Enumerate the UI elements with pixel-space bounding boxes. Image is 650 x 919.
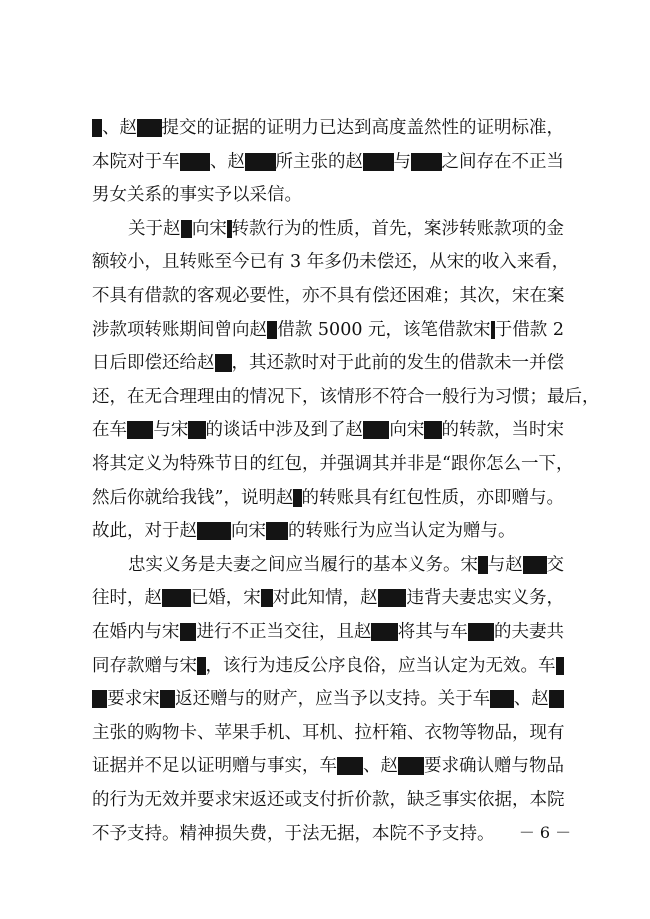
text-segment: 的收入来看， xyxy=(464,252,570,273)
redaction-bar xyxy=(478,556,488,574)
redaction-bar xyxy=(160,690,175,708)
redaction-bar xyxy=(468,623,494,641)
text-line xyxy=(92,617,564,647)
text-segment: 转款行为的性质，首先，案涉转账款项的金 xyxy=(231,218,564,239)
text-line xyxy=(92,214,564,244)
text-line xyxy=(92,819,564,849)
text-segment: 返还或支付折价款，缺乏事实依据，本院 xyxy=(249,790,565,810)
text-line xyxy=(92,382,600,412)
text-segment: 于借款 2 xyxy=(494,319,564,340)
redaction-bar xyxy=(180,623,197,641)
text-segment: 所主张的赵 xyxy=(275,151,363,172)
text-segment: 关于赵 xyxy=(128,218,181,239)
redaction-bar xyxy=(549,690,564,708)
redaction-bar xyxy=(162,589,191,607)
text-segment: 不具有借款的客观必要性，亦不具有偿还困难；其次，宋 xyxy=(92,286,530,306)
redaction-bar xyxy=(92,119,102,137)
redaction-bar xyxy=(411,153,442,171)
redaction-bar xyxy=(92,690,107,708)
redaction-bar xyxy=(398,757,424,775)
redaction-bar xyxy=(363,421,389,439)
text-line xyxy=(92,415,564,445)
text-segment: 与 xyxy=(393,151,411,172)
text-segment: 在案 xyxy=(529,286,565,306)
text-segment: 进行不正当交往，且赵 xyxy=(196,622,372,642)
text-segment: 返还赠与的财产，应当予以支持。关于车 xyxy=(175,689,491,710)
text-segment: 要求宋 xyxy=(107,689,160,710)
redaction-bar xyxy=(197,657,206,675)
redaction-bar xyxy=(363,153,394,171)
text-segment: 的行为无效并要求宋 xyxy=(92,790,250,810)
redaction-bar xyxy=(137,119,161,137)
text-line xyxy=(92,247,570,277)
text-segment: 将其与车 xyxy=(397,622,468,642)
text-segment: 与宋 xyxy=(153,420,189,441)
text-line xyxy=(92,550,564,580)
text-segment: 男女关系的事实予以采信。 xyxy=(92,185,302,206)
text-line xyxy=(92,583,564,613)
text-segment: 故此，对于赵 xyxy=(92,521,197,542)
redaction-bar xyxy=(181,220,192,238)
text-segment: 主张的购物卡、苹果手机、耳机、拉杆箱、衣物等物品，现有 xyxy=(92,722,565,743)
text-line xyxy=(92,113,564,143)
redaction-bar xyxy=(266,522,288,540)
text-line xyxy=(92,651,564,681)
text-line xyxy=(92,147,564,177)
redaction-bar xyxy=(127,421,153,439)
redaction-bar xyxy=(293,489,301,507)
text-segment: 交 xyxy=(546,554,564,575)
text-segment: 向宋 xyxy=(231,521,266,542)
text-segment: 与赵 xyxy=(487,554,523,575)
page-number: － 6 － xyxy=(518,823,572,842)
text-segment: ，其还款时对于此前的发生的借款未一并偿 xyxy=(231,353,564,374)
text-segment: 的夫妻共 xyxy=(493,622,564,642)
text-segment: 的转账具有红包性质，亦即赠与。 xyxy=(301,487,564,508)
text-segment: 借款 5000 元，该笔借款宋 xyxy=(277,319,491,340)
text-segment: 还，在无合理理由的情况下，该情形不符合一般行为习惯；最后， xyxy=(92,386,600,407)
text-segment: 的谈话中涉及到了赵 xyxy=(205,420,363,441)
redaction-bar xyxy=(245,153,276,171)
text-segment: 、赵 xyxy=(363,756,398,777)
text-segment: 同存款赠与宋 xyxy=(92,655,197,676)
text-line xyxy=(92,449,574,479)
text-segment: 已婚，宋 xyxy=(190,588,261,609)
redaction-bar xyxy=(556,657,565,675)
text-line xyxy=(92,281,564,311)
text-line xyxy=(92,180,564,210)
text-line xyxy=(92,718,564,748)
text-segment: 、赵 xyxy=(102,118,138,138)
text-segment: 向宋 xyxy=(389,420,425,441)
text-segment: 不予支持。精神损失费，于法无据，本院不予支持。 xyxy=(92,823,495,844)
redaction-bar xyxy=(490,690,514,708)
text-segment: 向宋 xyxy=(191,218,227,239)
text-segment: 之间存在不正当 xyxy=(441,151,564,172)
text-segment: 在车 xyxy=(92,420,127,441)
redaction-bar xyxy=(371,623,397,641)
text-segment: 的转款，当时宋 xyxy=(441,420,564,441)
text-segment: 涉款项转账期间曾向赵 xyxy=(92,319,267,340)
text-line xyxy=(92,751,564,781)
text-segment: ，该行为违反公序良俗，应当认定为无效。车 xyxy=(205,655,556,676)
text-line xyxy=(92,516,564,546)
text-line xyxy=(92,348,564,378)
redaction-bar xyxy=(378,589,407,607)
text-segment: 日后即偿还给赵 xyxy=(92,353,215,374)
text-line xyxy=(92,483,564,513)
text-segment: 违背夫妻忠实义务， xyxy=(406,588,564,609)
text-segment: 忠实义务是夫妻之间应当履行的基本义务。宋 xyxy=(128,554,478,575)
text-segment: 往时，赵 xyxy=(92,588,162,609)
text-segment: 证据并不足以证明赠与事实，车 xyxy=(92,756,337,777)
redaction-bar xyxy=(337,757,363,775)
text-segment: 本院对于车 xyxy=(92,151,180,172)
text-segment: 在婚内与宋 xyxy=(92,622,180,642)
text-segment: 对此知情，赵 xyxy=(272,588,378,609)
redaction-bar xyxy=(267,321,277,339)
redaction-bar xyxy=(261,589,273,607)
redaction-bar xyxy=(215,354,232,372)
redaction-bar xyxy=(180,153,211,171)
text-segment: 提交的证据的证明力已达到高度盖然性的证明标准， xyxy=(161,118,564,138)
redaction-bar xyxy=(188,421,205,439)
text-segment: 要求确认赠与物品 xyxy=(424,756,564,777)
text-line xyxy=(92,684,564,714)
redaction-bar xyxy=(523,556,547,574)
text-line xyxy=(92,315,564,345)
text-line xyxy=(92,785,564,815)
text-segment: 、赵 xyxy=(210,151,245,172)
redaction-bar xyxy=(197,522,231,540)
redaction-bar xyxy=(424,421,441,439)
text-segment: 、赵 xyxy=(513,689,549,710)
text-segment: 将其定义为特殊节日的红包，并强调其并非是“跟你怎么一下， xyxy=(92,454,574,474)
text-segment: 然后你就给我钱”，说明赵 xyxy=(92,487,294,508)
text-segment: 的转账行为应当认定为赠与。 xyxy=(288,521,516,542)
text-segment: 额较小，且转账至今已有 3 年多仍未偿还，从宋 xyxy=(92,252,465,273)
